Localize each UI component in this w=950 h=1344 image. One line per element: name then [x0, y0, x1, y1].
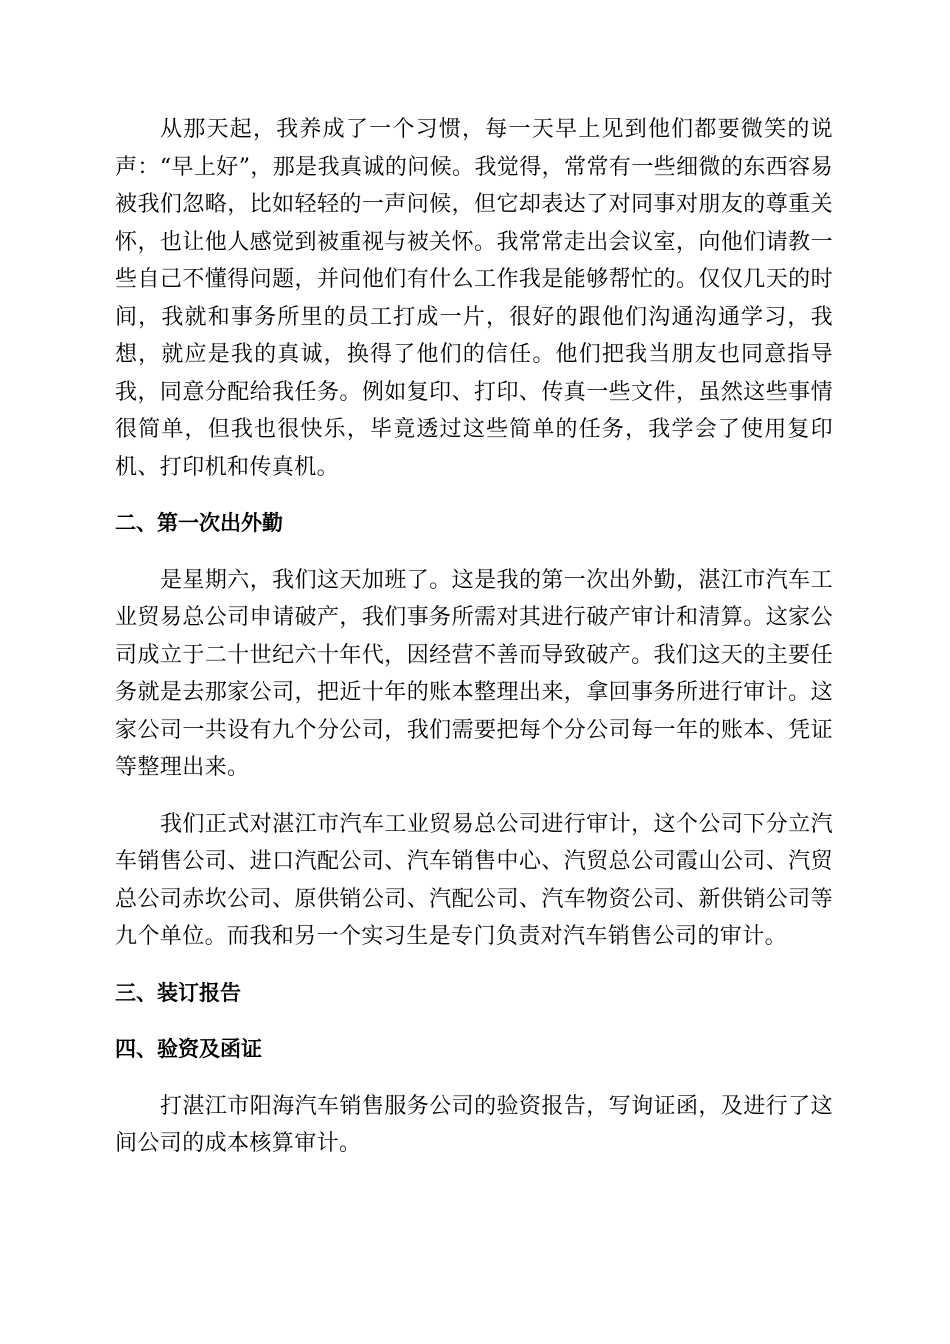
spacer — [115, 956, 833, 975]
spacer — [115, 1012, 833, 1031]
spacer — [115, 543, 833, 562]
paragraph-capital-verification: 打湛江市阳海汽车销售服务公司的验资报告，写询证函，及进行了这间公司的成本核算审计。 — [115, 1093, 833, 1156]
section-heading-binding-reports: 三、装订报告 — [115, 980, 241, 1005]
section-heading-first-field-work: 二、第一次出外勤 — [115, 511, 283, 535]
paragraph-field-work: 是星期六，我们这天加班了。这是我的第一次出外勤，湛江市汽车工业贸易总公司申请破产，我们事务所需对其进行破产审计和清算。这家公司成立于二十世纪六十年代，因经营不善而导致破产。我们这天的主要任务就是去那家公司，把近十年的账本整理出来，拿回事务所进行审计。这家公司一共设有九个分公司，我们需要把每个分公司每一年的账本、凭证等整理出来。 — [115, 567, 833, 780]
section-heading-capital-verification: 四、验资及函证 — [115, 1037, 262, 1061]
spacer — [115, 787, 833, 806]
spacer — [115, 1069, 833, 1088]
paragraph-greeting-habit: 从那天起，我养成了一个习惯，每一天早上见到他们都要微笑的说声：“早上好”，那是我真诚的问候。我觉得，常常有一些细微的东西容易被我们忽略，比如轻轻的一声问候，但它却表达了对同事对朋友的尊重关怀，也让他人感觉到被重视与被关怀。我常常走出会议室，向他们请教一些自己不懂得问题，并问他们有什么工作我是能够帮忙的。仅仅几天的时间，我就和事务所里的员工打成一片，很好的跟他们沟通沟通学习，我想，就应是我的真诚，换得了他们的信任。他们把我当朋友也同意指导我，同意分配给我任务。例如复印、打印、传真一些文件，虽然这些事情很简单，但我也很快乐，毕竟透过这些简单的任务，我学会了使用复印机、打印机和传真机。 — [115, 117, 833, 480]
spacer — [115, 486, 833, 505]
paragraph-audit-units: 我们正式对湛江市汽车工业贸易总公司进行审计，这个公司下分立汽车销售公司、进口汽配公司、汽车销售中心、汽贸总公司霞山公司、汽贸总公司赤坎公司、原供销公司、汽配公司、汽车物资公司、新供销公司等九个单位。而我和另一个实习生是专门负责对汽车销售公司的审计。 — [115, 811, 833, 949]
document-page — [115, 111, 833, 1163]
